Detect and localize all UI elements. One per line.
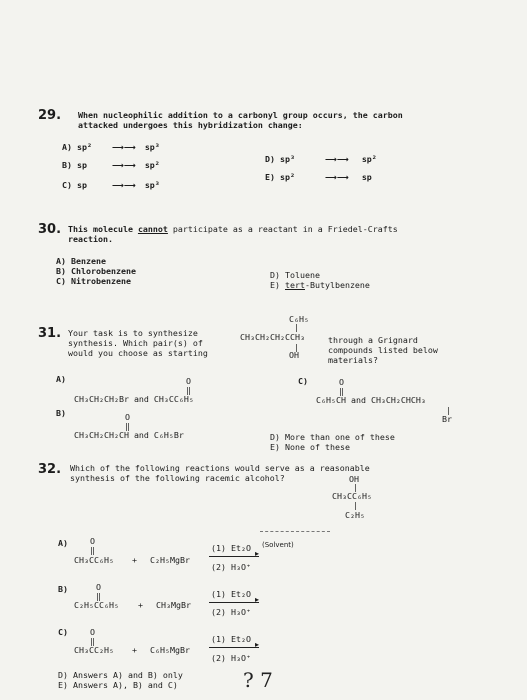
arrow-icon: ⟶ <box>325 172 337 182</box>
arrow-head-icon: ▸ <box>255 640 260 649</box>
q29-option-b: B) sp ⟶⟶ sp² <box>62 160 160 170</box>
q31-option-b-o: O <box>125 412 130 422</box>
arrow-icon: ⟶ <box>325 154 337 164</box>
q32-number: 32. <box>38 462 62 477</box>
q29-option-e: E) sp² ⟶⟶ sp <box>265 172 372 182</box>
q32-option-c-o: O <box>90 627 95 637</box>
q31-option-b-bond: ‖ <box>125 421 130 431</box>
divider <box>260 531 330 532</box>
q32-option-c-label: C) <box>58 627 68 637</box>
q32-target-main: CH₃CC₆H₅ <box>332 491 372 501</box>
q32-option-a-solvent: (Solvent) <box>262 541 294 549</box>
q32-option-a-reactant: CH₃CC₆H₅ <box>74 555 114 565</box>
q32-option-b-plus: + <box>138 600 143 610</box>
q31-option-c-bond: ‖ <box>339 386 344 396</box>
q32-option-c-step2: (2) H₃O⁺ <box>211 653 251 663</box>
q32-option-a-o: O <box>90 536 95 546</box>
q31-option-e: E) None of these <box>270 442 350 452</box>
q31-option-a-o: O <box>186 376 191 386</box>
q31-number: 31. <box>38 326 62 341</box>
q31-stem-left-1: Your task is to synthesize <box>68 328 198 338</box>
q32-option-b-reagent: CH₃MgBr <box>156 600 191 610</box>
q31-molecule-bond-bottom: | <box>294 342 299 352</box>
q31-option-c-text: C₆H₅CH and CH₃CH₂CHCH₃ <box>316 395 426 405</box>
q32-stem-line2: synthesis of the following racemic alcohol? <box>70 473 285 483</box>
q32-option-c-plus: + <box>132 645 137 655</box>
q31-option-a-label: A) <box>56 374 66 384</box>
q31-stem-left-3: would you choose as starting <box>68 348 208 358</box>
q30-stem-line2: reaction. <box>68 234 113 244</box>
q31-option-c-label: C) <box>298 376 308 386</box>
arrow-head-icon: ▸ <box>255 595 260 604</box>
q32-option-c-step1: (1) Et₂O <box>211 634 251 644</box>
arrow-icon: ⟶ <box>112 180 124 190</box>
q32-stem-line1: Which of the following reactions would serve as a reasonable <box>70 463 370 473</box>
q31-molecule-top: C₆H₅ <box>289 314 309 324</box>
q32-option-b-o: O <box>96 582 101 592</box>
q32-target-bottom: C₂H₅ <box>345 510 365 520</box>
q30-option-a: A) Benzene <box>56 256 106 266</box>
q32-option-a-reagent: C₂H₅MgBr <box>150 555 190 565</box>
q32-option-a-label: A) <box>58 538 68 548</box>
q32-target-top: OH <box>349 474 359 484</box>
q29-number: 29. <box>38 108 62 123</box>
q29-option-d: D) sp³ ⟶⟶ sp² <box>265 154 377 164</box>
q29-option-a: A) sp² ⟶⟶ sp³ <box>62 142 160 152</box>
q32-option-c-bond: ‖ <box>90 636 95 646</box>
q29-option-c: C) sp ⟶⟶ sp³ <box>62 180 160 190</box>
q31-stem-right-3: materials? <box>328 355 378 365</box>
q31-option-c-sub-bond: | <box>446 405 451 415</box>
q32-option-b-step2: (2) H₃O⁺ <box>211 607 251 617</box>
handwritten-scribble: ? 7 <box>243 668 273 692</box>
q31-stem-left-2: synthesis. Which pair(s) of <box>68 338 203 348</box>
q29-stem-line2: attacked undergoes this hybridization change: <box>78 120 303 130</box>
q32-option-d: D) Answers A) and B) only <box>58 670 183 680</box>
q29-stem-line1: When nucleophilic addition to a carbonyl group occurs, the carbon <box>78 110 403 120</box>
q32-option-a-plus: + <box>132 555 137 565</box>
q31-molecule-main: CH₃CH₂CH₂CCH₃ <box>240 332 305 342</box>
q31-option-c-sub: Br <box>442 414 452 424</box>
arrow-head-icon: ▸ <box>255 549 260 558</box>
q32-option-c-reactant: CH₃CC₂H₅ <box>74 645 114 655</box>
reaction-arrow-a <box>209 556 259 557</box>
q30-option-e: E) tert-Butylbenzene <box>270 280 370 290</box>
q31-option-a-bond: ‖ <box>186 385 191 395</box>
q32-target-bond-bottom: | <box>353 500 358 510</box>
q30-number: 30. <box>38 222 62 237</box>
q30-option-c: C) Nitrobenzene <box>56 276 131 286</box>
q30-option-b: B) Chlorobenzene <box>56 266 136 276</box>
reaction-arrow-c <box>209 647 259 648</box>
q31-option-c-o: O <box>339 377 344 387</box>
q30-option-d: D) Toluene <box>270 270 320 280</box>
q31-molecule-bottom: OH <box>289 350 299 360</box>
q31-stem-right-2: compounds listed below <box>328 345 438 355</box>
q32-option-a-step1: (1) Et₂O <box>211 543 251 553</box>
q32-option-b-bond: ‖ <box>96 591 101 601</box>
arrow-icon: ⟶ <box>112 142 124 152</box>
q31-option-a-text: CH₃CH₂CH₂Br and CH₃CC₆H₅ <box>74 394 194 404</box>
q32-option-e: E) Answers A), B) and C) <box>58 680 178 690</box>
q32-option-b-label: B) <box>58 584 68 594</box>
q31-option-b-text: CH₃CH₂CH₂CH and C₆H₅Br <box>74 430 184 440</box>
q32-option-b-step1: (1) Et₂O <box>211 589 251 599</box>
q32-option-a-bond: ‖ <box>90 545 95 555</box>
q30-stem-line1: This molecule cannot participate as a reactant in a Friedel-Crafts <box>68 224 398 234</box>
q31-option-d: D) More than one of these <box>270 432 395 442</box>
q31-option-b-label: B) <box>56 408 66 418</box>
q31-molecule-bond-top: | <box>294 322 299 332</box>
q32-target-bond-top: | <box>353 482 358 492</box>
q32-option-c-reagent: C₆H₅MgBr <box>150 645 190 655</box>
arrow-icon: ⟶ <box>112 160 124 170</box>
q32-option-a-step2: (2) H₃O⁺ <box>211 562 251 572</box>
q32-option-b-reactant: C₂H₅CC₆H₅ <box>74 600 119 610</box>
q31-stem-right-1: through a Grignard <box>328 335 418 345</box>
reaction-arrow-b <box>209 602 259 603</box>
